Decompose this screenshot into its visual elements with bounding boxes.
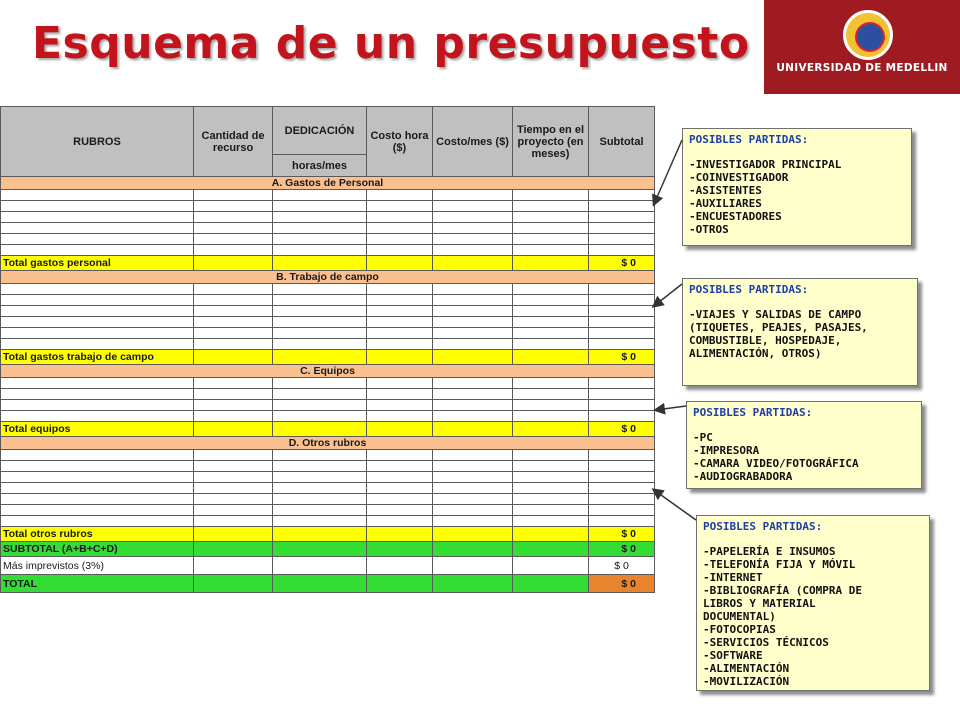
table-cell [433, 557, 513, 575]
table-cell [194, 306, 273, 317]
section-total-value: $ 0 [589, 527, 655, 542]
table-cell [367, 317, 433, 328]
callout-item: -SOFTWARE [703, 649, 763, 662]
table-cell [273, 306, 367, 317]
table-cell [589, 472, 655, 483]
table-cell [194, 505, 273, 516]
table-cell [367, 542, 433, 557]
callout-item: -FOTOCOPIAS [703, 623, 776, 636]
table-cell [367, 483, 433, 494]
table-cell [433, 328, 513, 339]
table-cell [589, 494, 655, 505]
callout-item: -TELEFONÍA FIJA Y MÓVIL [703, 558, 856, 571]
table-cell [367, 328, 433, 339]
callout-equipos [686, 401, 922, 489]
table-cell [1, 328, 194, 339]
table-cell [1, 234, 194, 245]
table-cell [194, 256, 273, 271]
section-title: B. Trabajo de campo [1, 271, 655, 284]
section-total-value: $ 0 [589, 350, 655, 365]
table-cell [589, 450, 655, 461]
table-cell [589, 483, 655, 494]
callout-title: POSIBLES PARTIDAS: [689, 283, 809, 296]
table-cell [273, 190, 367, 201]
table-cell [194, 557, 273, 575]
table-cell [433, 245, 513, 256]
table-row [1, 483, 655, 494]
table-cell [273, 201, 367, 212]
table-cell [433, 516, 513, 527]
callout-item: -CAMARA VIDEO/FOTOGRÁFICA [693, 457, 859, 470]
table-cell [273, 317, 367, 328]
table-cell [367, 295, 433, 306]
table-cell [433, 575, 513, 593]
table-cell [513, 516, 589, 527]
table-cell [513, 284, 589, 295]
table-cell [433, 190, 513, 201]
table-cell [367, 422, 433, 437]
table-cell [1, 411, 194, 422]
table-cell [1, 378, 194, 389]
table-cell [194, 284, 273, 295]
header-costo-mes: Costo/mes ($) [433, 107, 513, 177]
callout-item: -PC [693, 431, 713, 444]
subtotal-row-value: $ 0 [589, 542, 655, 557]
callout-item: -SERVICIOS TÉCNICOS [703, 636, 829, 649]
table-cell [273, 389, 367, 400]
table-cell [433, 306, 513, 317]
table-cell [433, 411, 513, 422]
table-cell [1, 505, 194, 516]
table-cell [1, 317, 194, 328]
total-row [1, 575, 655, 593]
table-cell [194, 575, 273, 593]
table-cell [367, 256, 433, 271]
table-cell [273, 483, 367, 494]
callout-item: -AUDIOGRABADORA [693, 470, 793, 483]
table-row [1, 339, 655, 350]
table-cell [1, 494, 194, 505]
table-cell [513, 317, 589, 328]
arrow-trabajo-campo [654, 284, 682, 306]
table-cell [273, 472, 367, 483]
table-cell [589, 201, 655, 212]
table-cell [513, 527, 589, 542]
imprevistos-row [1, 557, 655, 575]
header-costo-hora: Costo hora ($) [367, 107, 433, 177]
section-total-label: Total gastos trabajo de campo [1, 350, 194, 365]
table-cell [433, 295, 513, 306]
table-cell [367, 339, 433, 350]
table-cell [273, 223, 367, 234]
table-cell [513, 389, 589, 400]
table-cell [273, 422, 367, 437]
table-cell [513, 472, 589, 483]
table-cell [589, 411, 655, 422]
table-cell [589, 190, 655, 201]
table-cell [589, 505, 655, 516]
section-total-label: Total gastos personal [1, 256, 194, 271]
table-cell [433, 400, 513, 411]
table-cell [513, 212, 589, 223]
table-cell [194, 411, 273, 422]
table-row [1, 494, 655, 505]
header-rubros: RUBROS [1, 107, 194, 177]
table-cell [194, 328, 273, 339]
subtotal-row-label: SUBTOTAL (A+B+C+D) [1, 542, 194, 557]
table-cell [513, 328, 589, 339]
table-cell [194, 317, 273, 328]
table-cell [433, 472, 513, 483]
table-row [1, 411, 655, 422]
table-row [1, 223, 655, 234]
table-cell [367, 472, 433, 483]
section-header-row [1, 177, 655, 190]
table-cell [273, 557, 367, 575]
table-cell [433, 422, 513, 437]
table-cell [589, 400, 655, 411]
table-cell [433, 483, 513, 494]
table-cell [513, 339, 589, 350]
table-row [1, 450, 655, 461]
table-cell [367, 306, 433, 317]
section-total-row [1, 422, 655, 437]
callout-item: LIBROS Y MATERIAL [703, 597, 816, 610]
table-row [1, 190, 655, 201]
table-cell [273, 350, 367, 365]
table-cell [433, 450, 513, 461]
table-cell [513, 494, 589, 505]
callout-item: (TIQUETES, PEAJES, PASAJES, [689, 321, 868, 334]
table-cell [367, 400, 433, 411]
table-cell [367, 201, 433, 212]
callout-item: -PAPELERÍA E INSUMOS [703, 545, 836, 558]
table-cell [513, 450, 589, 461]
table-cell [513, 350, 589, 365]
table-cell [433, 378, 513, 389]
table-cell [1, 212, 194, 223]
table-cell [273, 328, 367, 339]
table-cell [589, 234, 655, 245]
table-cell [513, 378, 589, 389]
section-total-label: Total equipos [1, 422, 194, 437]
table-cell [273, 234, 367, 245]
table-cell [589, 378, 655, 389]
subtotal-row [1, 542, 655, 557]
table-cell [367, 575, 433, 593]
section-title: C. Equipos [1, 365, 655, 378]
table-cell [273, 450, 367, 461]
table-cell [1, 472, 194, 483]
table-row [1, 389, 655, 400]
table-row [1, 234, 655, 245]
table-cell [194, 378, 273, 389]
university-logo [764, 0, 960, 94]
total-row-label: TOTAL [1, 575, 194, 593]
table-cell [194, 494, 273, 505]
section-total-row [1, 256, 655, 271]
table-cell [1, 483, 194, 494]
table-cell [273, 212, 367, 223]
table-cell [433, 389, 513, 400]
table-cell [194, 245, 273, 256]
imprevistos-row-value: $ 0 [589, 557, 655, 575]
table-cell [1, 190, 194, 201]
table-cell [1, 389, 194, 400]
header-dedicacion: DEDICACIÓN [273, 107, 367, 155]
section-header-row [1, 437, 655, 450]
table-cell [589, 389, 655, 400]
table-cell [194, 234, 273, 245]
table-cell [1, 450, 194, 461]
table-cell [367, 223, 433, 234]
table-row [1, 461, 655, 472]
table-cell [273, 505, 367, 516]
table-cell [194, 350, 273, 365]
table-cell [433, 350, 513, 365]
table-cell [589, 317, 655, 328]
callout-item: ALIMENTACIÓN, OTROS) [689, 347, 822, 360]
table-cell [1, 223, 194, 234]
table-row [1, 317, 655, 328]
arrow-otros-rubros [654, 490, 696, 520]
table-cell [433, 505, 513, 516]
section-title: D. Otros rubros [1, 437, 655, 450]
table-cell [433, 223, 513, 234]
table-cell [1, 339, 194, 350]
callout-title: POSIBLES PARTIDAS: [693, 406, 813, 419]
table-cell [589, 461, 655, 472]
table-cell [367, 234, 433, 245]
table-cell [194, 295, 273, 306]
table-cell [433, 234, 513, 245]
section-title: A. Gastos de Personal [1, 177, 655, 190]
table-cell [433, 201, 513, 212]
callout-title: POSIBLES PARTIDAS: [703, 520, 823, 533]
callout-item: DOCUMENTAL) [703, 610, 776, 623]
callout-item: -ENCUESTADORES [689, 210, 782, 223]
table-cell [367, 557, 433, 575]
table-cell [273, 494, 367, 505]
table-cell [513, 201, 589, 212]
table-cell [433, 494, 513, 505]
table-cell [513, 190, 589, 201]
table-cell [589, 284, 655, 295]
table-cell [194, 400, 273, 411]
table-cell [513, 295, 589, 306]
table-cell [194, 201, 273, 212]
header-subtotal: Subtotal [589, 107, 655, 177]
section-total-value: $ 0 [589, 422, 655, 437]
table-cell [513, 557, 589, 575]
table-cell [367, 389, 433, 400]
table-cell [273, 575, 367, 593]
table-cell [273, 339, 367, 350]
table-cell [1, 201, 194, 212]
callout-trabajo-campo [682, 278, 918, 386]
table-cell [194, 190, 273, 201]
table-cell [433, 527, 513, 542]
table-cell [513, 411, 589, 422]
budget-table [0, 106, 655, 593]
table-cell [367, 516, 433, 527]
callout-item: -VIAJES Y SALIDAS DE CAMPO [689, 308, 862, 321]
table-cell [513, 256, 589, 271]
logo-name: UNIVERSIDAD DE MEDELLIN [776, 62, 948, 74]
table-cell [1, 284, 194, 295]
table-cell [367, 284, 433, 295]
table-cell [273, 256, 367, 271]
section-total-row [1, 527, 655, 542]
table-cell [433, 256, 513, 271]
table-cell [513, 245, 589, 256]
table-cell [273, 295, 367, 306]
table-cell [589, 339, 655, 350]
callout-item: -ASISTENTES [689, 184, 762, 197]
table-cell [194, 389, 273, 400]
table-row [1, 201, 655, 212]
table-cell [513, 306, 589, 317]
table-cell [513, 483, 589, 494]
table-cell [273, 284, 367, 295]
table-row [1, 306, 655, 317]
table-cell [273, 527, 367, 542]
table-cell [367, 505, 433, 516]
table-cell [589, 516, 655, 527]
table-cell [367, 494, 433, 505]
table-row [1, 378, 655, 389]
table-cell [1, 306, 194, 317]
table-cell [273, 411, 367, 422]
table-cell [367, 450, 433, 461]
table-cell [513, 575, 589, 593]
table-cell [194, 223, 273, 234]
table-cell [194, 472, 273, 483]
table-cell [433, 212, 513, 223]
table-cell [367, 190, 433, 201]
callout-item: -INTERNET [703, 571, 763, 584]
callout-item: -OTROS [689, 223, 729, 236]
header-tiempo: Tiempo en el proyecto (en meses) [513, 107, 589, 177]
table-cell [273, 461, 367, 472]
table-row [1, 295, 655, 306]
table-cell [194, 483, 273, 494]
table-row [1, 284, 655, 295]
table-cell [273, 516, 367, 527]
table-cell [367, 461, 433, 472]
table-cell [1, 516, 194, 527]
imprevistos-row-label: Más imprevistos (3%) [1, 557, 194, 575]
table-cell [194, 516, 273, 527]
table-cell [194, 542, 273, 557]
callout-personal [682, 128, 912, 246]
callout-item: -AUXILIARES [689, 197, 762, 210]
table-cell [367, 212, 433, 223]
table-cell [273, 400, 367, 411]
table-cell [513, 400, 589, 411]
table-row [1, 516, 655, 527]
table-cell [367, 527, 433, 542]
table-cell [433, 339, 513, 350]
table-cell [194, 461, 273, 472]
callout-item: -COINVESTIGADOR [689, 171, 789, 184]
table-row [1, 400, 655, 411]
page-title: Esquema de un presupuesto [32, 18, 750, 69]
section-header-row [1, 271, 655, 284]
table-cell [273, 542, 367, 557]
header-cantidad: Cantidad de recurso [194, 107, 273, 177]
callout-item: COMBUSTIBLE, HOSPEDAJE, [689, 334, 842, 347]
callout-item: -BIBLIOGRAFÍA (COMPRA DE [703, 584, 862, 597]
table-row [1, 328, 655, 339]
total-row-value: $ 0 [589, 575, 655, 593]
table-cell [1, 245, 194, 256]
table-cell [589, 245, 655, 256]
table-cell [367, 350, 433, 365]
table-cell [273, 245, 367, 256]
callout-title: POSIBLES PARTIDAS: [689, 133, 809, 146]
section-total-label: Total otros rubros [1, 527, 194, 542]
section-header-row [1, 365, 655, 378]
table-cell [194, 339, 273, 350]
table-cell [433, 542, 513, 557]
table-row [1, 245, 655, 256]
table-cell [589, 295, 655, 306]
table-cell [433, 461, 513, 472]
seal-icon [843, 10, 893, 60]
table-cell [194, 212, 273, 223]
table-cell [589, 212, 655, 223]
table-cell [1, 400, 194, 411]
table-cell [513, 505, 589, 516]
table-cell [367, 245, 433, 256]
table-cell [513, 422, 589, 437]
arrow-personal [654, 140, 682, 204]
table-cell [433, 284, 513, 295]
table-cell [194, 450, 273, 461]
callout-item: -MOVILIZACIÓN [703, 675, 790, 688]
callout-otros-rubros [696, 515, 930, 691]
table-cell [1, 295, 194, 306]
callout-item: -ALIMENTACIÓN [703, 662, 790, 675]
callout-item: -IMPRESORA [693, 444, 760, 457]
table-cell [513, 461, 589, 472]
table-cell [194, 527, 273, 542]
table-cell [367, 411, 433, 422]
table-row [1, 505, 655, 516]
section-total-row [1, 350, 655, 365]
table-cell [513, 542, 589, 557]
table-cell [513, 234, 589, 245]
table-cell [367, 378, 433, 389]
table-cell [589, 328, 655, 339]
table-row [1, 472, 655, 483]
table-row [1, 212, 655, 223]
section-total-value: $ 0 [589, 256, 655, 271]
table-cell [194, 422, 273, 437]
header-dedicacion-unit: horas/mes [273, 155, 367, 177]
arrow-equipos [656, 406, 686, 410]
header [0, 0, 960, 96]
table-cell [513, 223, 589, 234]
table-cell [589, 223, 655, 234]
table-cell [273, 378, 367, 389]
callout-item: -INVESTIGADOR PRINCIPAL [689, 158, 842, 171]
table-cell [433, 317, 513, 328]
table-cell [589, 306, 655, 317]
table-cell [1, 461, 194, 472]
